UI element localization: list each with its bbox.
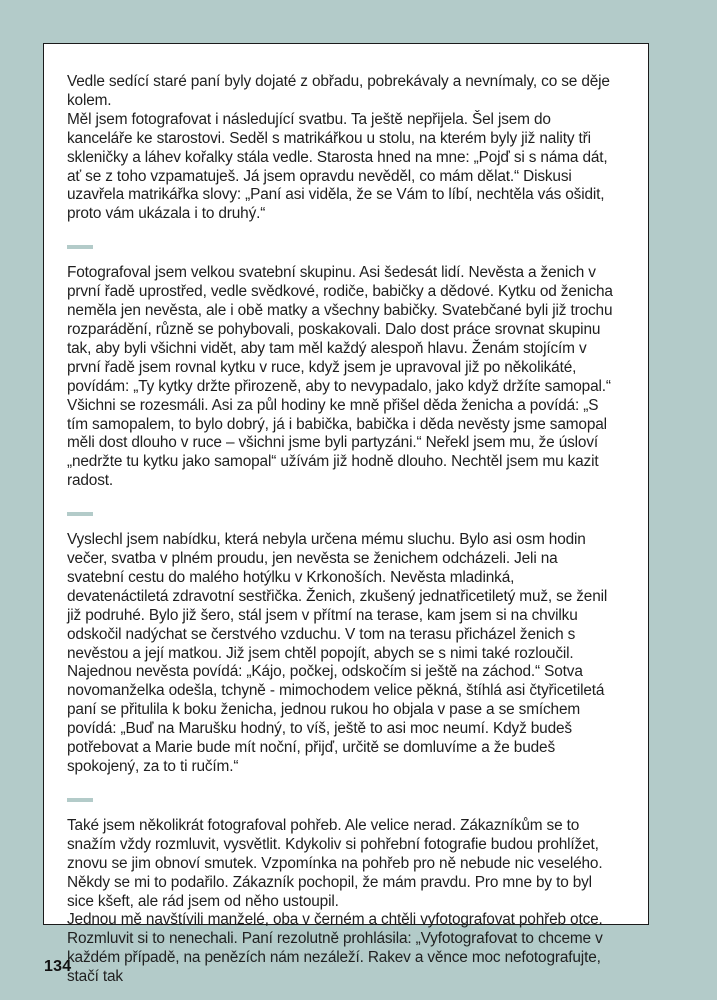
- paragraph: Jednou mě navštívili manželé, oba v černém a chtěli vyfotografovat pohřeb otce. Rozmluvit si to nenechali. Paní rezolutně prohlásila: „Vyfotografovat to chceme v každém případě, na penězích nám nezáleží. Rakev a věnce moc nefotografujte, stačí tak: [67, 911, 603, 986]
- paragraph: Vedle sedící staré paní byly dojaté z obřadu, pobrekávaly a nevnímaly, co se děje kolem.: [67, 73, 610, 109]
- section-divider: [67, 245, 93, 249]
- page-content: [67, 73, 615, 987]
- paragraph: Vyslechl jsem nabídku, která nebyla určena mému sluchu. Bylo asi osm hodin večer, svatba v plném proudu, jen nevěsta se ženichem odcházeli. Jeli na svatební cestu do malého hotýlku v Krkonoších. Nevěsta mladinká, devatenáctiletá zdravotní sestřička. Ženich, zkušený jednatřicetiletý muž, se ženil již podruhé. Bylo již šero, stál jsem v přítmí na terase, kam jsem si na chvilku odskočil nadýchat se čerstvého vzduchu. V tom na terasu přicházel ženich s nevěstou a její matkou. Již jsem chtěl popojít, abych se s nimi také rozloučil. Najednou nevěsta povídá: „Kájo, počkej, odskočím si ještě na záchod.“ Sotva novomanželka odešla, tchyně - mimochodem velice pěkná, štíhlá asi čtyřicetiletá paní se přitulila k boku ženicha, jednou rukou ho objala v pase a se smíchem povídá: „Buď na Marušku hodný, to víš, ještě to asi moc neumí. Když budeš potřebovat a Marie bude mít noční, přijď, určitě se domluvíme a že budeš spokojený, za to ti ručím.“: [67, 531, 608, 775]
- paragraph: Fotografoval jsem velkou svatební skupinu. Asi šedesát lidí. Nevěsta a ženich v první řadě uprostřed, vedle svědkové, rodiče, babičky a dědové. Kytku od ženicha neměla jen nevěsta, ale i obě matky a všechny babičky. Svatebčané byli již trochu rozparádění, různě se pohybovali, poskakovali. Dalo dost práce srovnat skupinu tak, aby byli všichni vidět, aby tam měl každý alespoň hlavu. Ženám stojícím v první řadě jsem rovnal kytku v ruce, když jsem je upravoval již po několikáté, povídám: „Ty kytky držte přirozeně, aby to nevypadalo, jako když držíte samopal.“ Všichni se rozesmáli. Asi za půl hodiny ke mně přišel děda ženicha a povídá: „S tím samopalem, to bylo dobrý, já i babička, babička i děda nevěsty jsme samopal měli dost dlouho v ruce – všichni jsme byli partyzáni.“ Neřekl jsem mu, že úsloví „nedržte tu kytku jako samopal“ užívám již hodně dlouho. Nechtěl jsem mu kazit radost.: [67, 264, 613, 490]
- paragraph: Měl jsem fotografovat i následující svatbu. Ta ještě nepřijela. Šel jsem do kanceláře ke starostovi. Seděl s matrikářkou u stolu, na kterém byly již nality tři skleničky a láhev kořalky stála vedle. Starosta hned na mne: „Pojď si s náma dát, ať se z toho vzpamatuješ. Já jsem opravdu nevěděl, co mám dělat.“ Diskusi uzavřela matrikářka slovy: „Paní asi viděla, že se Vám to líbí, nechtěla vás ošidit, proto vám ukázala i to druhý.“: [67, 110, 608, 223]
- section-divider: [67, 512, 93, 516]
- paragraph: Také jsem několikrát fotografoval pohřeb. Ale velice nerad. Zákazníkům se to snažím vždy rozmluvit, vysvětlit. Kdykoliv si pohřební fotografie budou prohlížet, znovu se jim obnoví smutek. Vzpomínka na pohřeb pro ně nebude nic veselého. Někdy se mi to podařilo. Zákazník pochopil, že mám pravdu. Pro mne by to byl sice kšeft, ale rád jsem od něho ustoupil.: [67, 816, 603, 910]
- page-number: 134: [44, 958, 72, 975]
- section-divider: [67, 798, 93, 802]
